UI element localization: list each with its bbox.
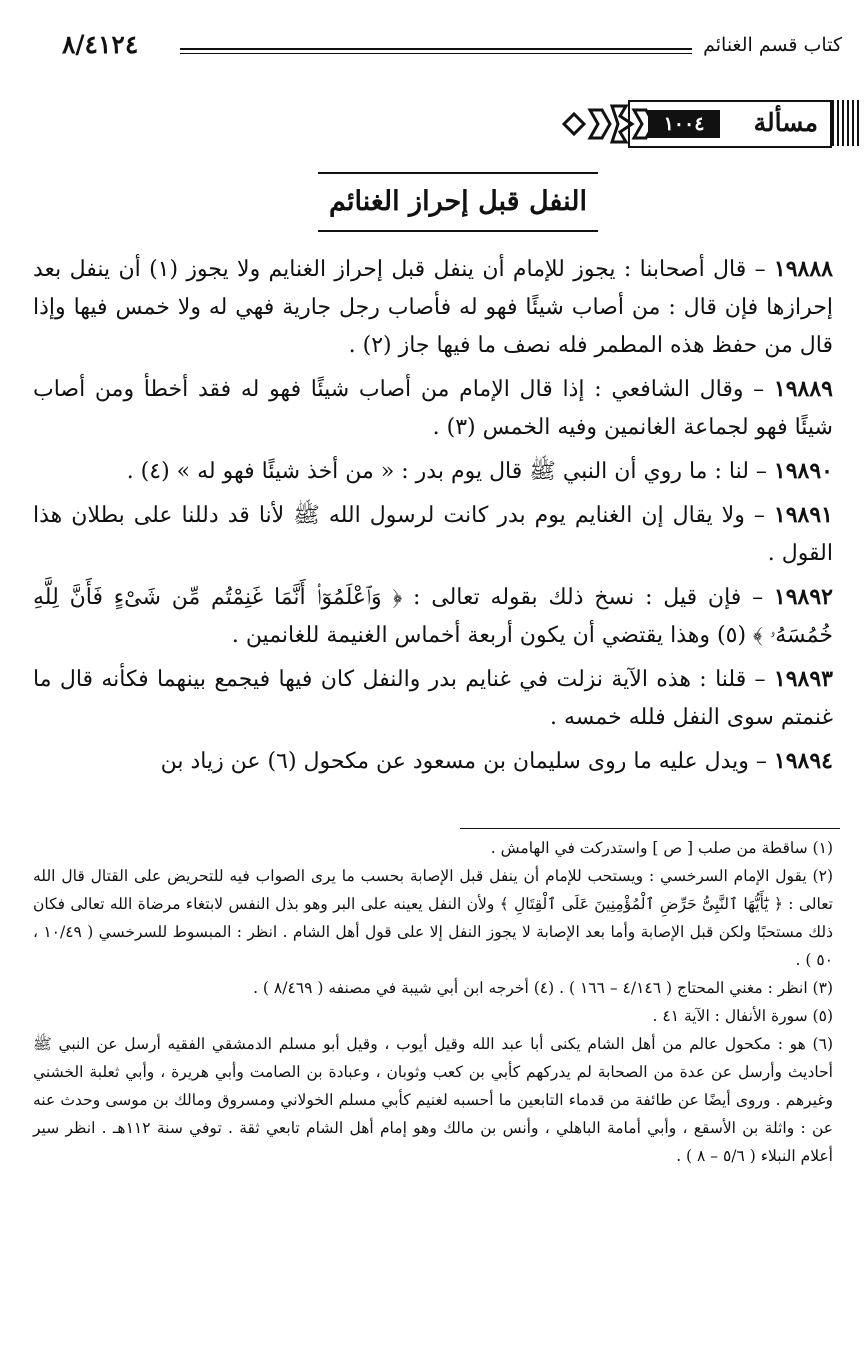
masala-badge bbox=[560, 100, 860, 146]
title-rule-bottom bbox=[318, 230, 598, 232]
paragraph bbox=[33, 496, 833, 573]
paragraph-text: – قلنا : هذه الآية نزلت في غنايم بدر والنفل كان فيها فيجمع بينهما فكأنه قال ما غنمتم سوى النفل فلله خمسه . bbox=[33, 667, 833, 730]
paragraph-number: ١٩٨٩٠ bbox=[773, 458, 833, 484]
footnote: (٦) هو : مكحول عالم من أهل الشام يكنى أبا عبد الله وقيل أيوب ، وقيل أبو مسلم الدمشقي الفقيه أرسل عن النبي ﷺ أحاديث وأرسل عن عدة من الصحابة لم يدركهم كأبي بن كعب وثوبان ، وعبادة بن الصامت وأبي هريرة ، وأبي ثعلبة الخشني وغيرهم . وروى أيضًا عن طائفة من قدماء التابعين ما أحسبه لغنيم كأبي مسلم الخولاني ومسروق ومالك بن موسى وحدث عنه عن : واثلة بن الأسقع ، وأبي أمامة الباهلي ، وأنس بن مالك وهو إمام أهل الشام تابعي ثقة . توفي سنة ١١٢هـ . انظر سير أعلام النبلاء ( ٥/٦ – ٨ ) . bbox=[33, 1035, 834, 1165]
paragraph-text: – لنا : ما روي أن النبي ﷺ قال يوم بدر : « من أخذ شيئًا فهو له » (٤) . bbox=[126, 459, 774, 484]
footnote-separator bbox=[460, 828, 840, 829]
masala-number: ١٠٠٤ bbox=[648, 110, 720, 138]
paragraph bbox=[33, 660, 833, 737]
paragraph-number: ١٩٨٩٣ bbox=[773, 666, 833, 692]
paragraph bbox=[33, 742, 833, 781]
footnote: (٥) سورة الأنفال : الآية ٤١ . bbox=[652, 1007, 833, 1025]
paragraph bbox=[33, 578, 833, 655]
paragraph-text: – ويدل عليه ما روى سليمان بن مسعود عن مكحول (٦) عن زياد بن bbox=[160, 749, 774, 774]
footnotes bbox=[33, 834, 833, 1170]
section-title-text: النفل قبل إحراز الغنائم bbox=[329, 186, 587, 217]
paragraph-number: ١٩٨٩٢ bbox=[773, 584, 833, 610]
book-title: كتاب قسم الغنائم bbox=[703, 34, 842, 56]
paragraph-text: – قال أصحابنا : يجوز للإمام أن ينفل قبل إحراز الغنايم ولا يجوز (١) أن ينفل بعد إحرازها فإن قال : من أصاب شيئًا فهو له فأصاب رجل جارية فهي له ولا خمس فيها وإذا قال من حفظ هذه المطمر فله نصف ما فيها جاز (٢) . bbox=[33, 257, 833, 358]
header-rule bbox=[180, 48, 692, 54]
paragraph-number: ١٩٨٩٤ bbox=[773, 748, 833, 774]
footnote: (٣) انظر : مغني المحتاج ( ٤/١٤٦ – ١٦٦ ) . (٤) أخرجه ابن أبي شيبة في مصنفه ( ٨/٤٦٩ ) . bbox=[253, 979, 833, 997]
decorative-bars bbox=[832, 100, 860, 146]
footnote: (٢) يقول الإمام السرخسي : ويستحب للإمام أن ينفل قبل الإصابة بحسب ما يرى الصواب فيه للتحريض على القتال قال الله تعالى : ﴿ يَٰٓأَيُّهَا ٱلنَّبِىُّ حَرِّضِ ٱلْمُؤْمِنِينَ عَلَى ٱلْقِتَالِ ﴾ ولأن النفل يعينه على البر وهو بذل النفس لابتغاء مرضاة الله تعالى فكان ذلك مستحبًا ولكن قبل الإصابة وأما بعد الإصابة لا يجوز النفل إلا على قول أهل الشام . انظر : المبسوط للسرخسي ( ١٠/٤٩ ، ٥٠ ) . bbox=[33, 867, 833, 969]
running-header bbox=[62, 30, 842, 74]
paragraph bbox=[33, 452, 833, 491]
ornament-icon bbox=[560, 102, 660, 146]
title-rule-top bbox=[318, 172, 598, 174]
paragraph-text: – فإن قيل : نسخ ذلك بقوله تعالى : ﴿ وَٱعْلَمُوٓا۟ أَنَّمَا غَنِمْتُم مِّن شَىْءٍ فَأَنَّ لِلَّهِ خُمُسَهُۥ ﴾ (٥) وهذا يقتضي أن يكون أربعة أخماس الغنيمة للغانمين . bbox=[33, 585, 833, 648]
footnote: (١) ساقطة من صلب [ ص ] واستدركت في الهامش . bbox=[490, 839, 833, 857]
paragraph-text: – ولا يقال إن الغنايم يوم بدر كانت لرسول الله ﷺ لأنا قد دللنا على بطلان هذا القول . bbox=[33, 503, 833, 566]
paragraph-text: – وقال الشافعي : إذا قال الإمام من أصاب شيئًا فهو له فقد أخطأ ومن أصاب شيئًا فهو لجماعة الغانمين وفيه الخمس (٣) . bbox=[33, 377, 833, 440]
paragraph bbox=[33, 250, 833, 365]
paragraph-number: ١٩٨٩١ bbox=[773, 502, 833, 528]
main-text bbox=[33, 250, 833, 786]
page-reference: ٨/٤١٢٤ bbox=[62, 30, 139, 59]
paragraph-number: ١٩٨٨٩ bbox=[773, 376, 833, 402]
masala-label: مسألة bbox=[753, 108, 818, 137]
paragraph bbox=[33, 370, 833, 447]
paragraph-number: ١٩٨٨٨ bbox=[773, 256, 833, 282]
section-title bbox=[318, 172, 598, 232]
